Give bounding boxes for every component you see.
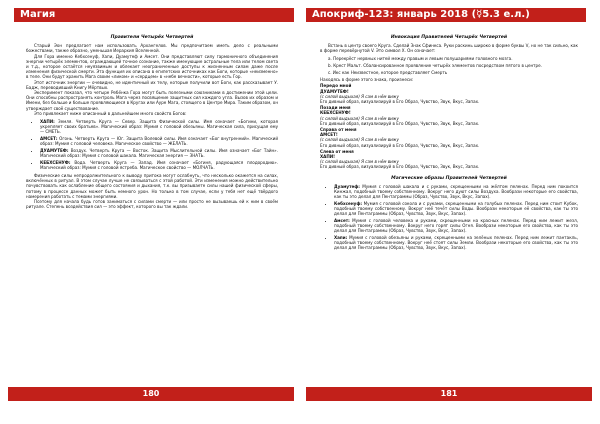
god-name: Хапи: [334,234,348,240]
god-description: Земля. Четверть Круга — Север. Защита Физической силы. Имя означает «Богини, которая укрепляет своих братьев». Магический образ: Мумия с головой обезьяны. Магическая сила, присущая ему — СМЕТЬ. [40,119,278,135]
section-title-rulers: Правители Четырёх Четвертей [110,35,194,40]
god-name: КЕБХСЕНУФ! [320,110,351,116]
paragraph: Поэтому для начала будь готов заниматься с силами смерти — или просто не вызываешь ей к ним в своём ритуале. Степень воздействия сил — это эффект, которого вы так ждали. [26,199,278,210]
image-description: Мумия с головой сокола и с руками, скрещенными на голубых пеленах. Перед ним стоит Кубок, подобный твоему собственному. Вокруг неё течёт силы Воды. Вообрази некоторые её свойства, как ты это делал для Пентаграммы (Образ, Чувство, Звук, Вкус, Запах). [334,200,578,217]
god-description: Огонь. Четверть Круга — Юг. Защита Волевой силы. Имя означает «Бог внутренний». Магический образ: Мумия с головой человека. Магическое свойство — ЖЕЛАТЬ. [40,136,278,147]
left-page-number: 180 [8,387,294,401]
god-name: ХАПИ! [320,154,336,160]
list-item [40,119,278,135]
direction-label: Позади меня [320,105,351,111]
right-page-body [320,33,578,253]
paragraph: Встань в центр своего Круга. Сделай Знак Сфинкса. Руки раскинь широко в форме буквы V, но не так сильно, как в форме перевёрнутой V. Это символ X. Он означает: [320,43,578,54]
god-name: ХАПИ: [40,119,55,125]
instruction-note: (с силой выдыхая) Я сам в нём вижу [320,115,399,121]
right-page-number: 181 [306,387,592,401]
god-name: КЕБХСЕНУФ: [40,159,71,165]
paragraph: Физические силы непродолжительного к выводу притока могут ослабнуть, что несколько окажется на силах, включённых в ритуал. В этом случае лучше не связываться с этой работой. Эти изменения можно действительно почувствовать как ослабление общего состояния и дыхания, т.к. вы призываете силы нашей физической сферы, потому в процессе данных может быть немного урон. Но только в том случае, если у тебя нет ещё твёрдого намерения работать с темами энергиями. [26,173,278,199]
section-title-invocation: Инвокация Правителей Четырёх Четвертей [390,35,508,40]
god-name: ДУАМУТЕФ: [40,147,69,153]
visualization-text: Его дивный образ, визуализируй в Его Образ, Чувство, Звук, Вкус, Запах. [320,142,480,148]
instruction-note: (с силой выдыхая) Я сам в нём вижу [320,137,399,143]
instruction-note: (с силой выдыхая) Я сам в нём вижу [320,159,399,165]
right-page-header: Апокриф-123: январь 2018 (☿5.3 е.л.) [306,8,586,22]
left-page-body [26,33,278,209]
list-item [40,160,278,170]
gods-list [26,119,278,170]
visualization-text: Его дивный образ, визуализируй в Его Образ, Чувство, Звук, Вкус, Запах. [320,164,480,170]
section-title-images: Магические образы Правителей Четвертей [391,175,507,181]
god-name: Дуамутеф: [334,183,360,189]
list-item: c. Икс как Неизвестное, которое представляет Смерть [328,70,448,76]
direction-label: Справа от меня [320,127,357,133]
visualization-text: Его дивный образ, визуализируй в Его Образ, Чувство, Звук, Вкус, Запах. [320,120,480,126]
god-name: ДУАМУТЕФ! [320,88,349,94]
right-page [300,0,600,424]
paragraph: Старый Эон предлагает нам использовать Архангелов. Мы предпочитаем иметь дело с реальными божествами, также образно, уменьшая Иерархия Вселенной. [26,43,278,54]
god-name: Кебхсенуф: [334,200,363,206]
direction-label: Передо мной [320,83,352,89]
direction-label: Слева от меня [320,148,354,154]
paragraph: Для Гора именно Кебхсенуф, Хапи, Дуамутеф и Амсет. Они представляют силу гармоничного объединения энергии четырёх элементов, ограждающей точное сознание, также именующие астральные тела или телом света и т.д., которое остаётся неуязвимым и облекает неограниченные доступы к жизненным силам даже после изменения физической смерти. Эта функция их описана в египетских источниках как Боги, которые «неизменно» в теле. Они будут хранить Мага своим «ликом» и «сердцем» в «небе вечности», которые есть Гор. [26,53,278,80]
paragraph: Это привлекает ниже описанный в дальнейшем много свойств Богов: [34,110,187,116]
left-page-header: Магия [14,8,294,22]
list-item [334,201,578,217]
visualization-text: Его дивный образ, визуализируй в Его Образ, Чувство, Звук, Вкус, Запах. [320,99,480,105]
paragraph: Эксперимент показал, что четыре Ребёнка Гора могут быть полезными союзниками в достижении этой цели. Они способны распространять контроль Мага через посвящение защитных сил каждого угла. Вызов их образом и Имени, без больше и больше проявляющиеся в Кругах или Ауре Мага, стоящего в Центре Мира. Таким образом, он утверждает своё существование. [26,90,278,111]
god-name: Амсет: [334,217,350,223]
list-item [334,235,578,251]
image-description: Мумия с головой человека и руками, скрещенными на красных пеленах. Перед ним лежит жезл, подобный твоему собственному. Вокруг него горят силы Огня. Вообрази некоторые его свойства, как ты это делал для Пентаграммы (Образ, Чувство, Звук, Вкус, Запах). [334,217,578,234]
list-item [40,148,278,158]
list-item: a. Перекрёст нервных нитей между правым и левым полушариями головного мозга. [328,55,513,61]
sequence-intro: Находясь в форме этого знака, произнеси: [320,77,414,83]
list-item: b. Крест Мальт. Сбалансированное проявление четырёх элементов посредством пятого в центре. [328,62,542,68]
paragraph: Этот источник энергии — очевидно, не идентичный их телу, которые получили вот Боги, как рассказывает У. Бадж, переводивший Книгу Мёртвых. [26,79,278,90]
god-name: АМСЕТ: [40,136,58,142]
spacer [320,170,578,174]
image-description: Мумия с головой обезьяны и руками, скрещенными на зелёных пеленах. Перед ним лежит пантакль, подобный твоему собственному. Вокруг неё стоят силы Земли. Вообрази некоторые его свойства, как ты это делал для Пентаграммы (Образ, Чувство, Звук, Вкус, Запах). [334,234,578,251]
list-item [334,184,578,200]
images-list [320,184,578,251]
list-item [334,218,578,234]
image-description: Мумия с головой шакала и с руками, скрещенными на жёлтом пеленах. Перед ним покоится Кинжал, подобный твоему собственному. Вокруг него дуют силы Воздуха. Вообрази некоторые его свойства, как ты это делал для Пентаграммы (Образ, Чувство, Звук, Вкус, Запах). [334,183,578,200]
instruction-note: (с силой выдыхая) Я сам в нём вижу [320,93,399,99]
god-description: Вода. Четверть Круга — Запад. Имя означает «Богиня, радующаяся плодородию». Магический образ: Мумия с головой ястреба. Магическое свойство — МОЛЧАТЬ. [40,159,278,170]
list-item [40,136,278,146]
god-description: Воздух. Четверть Круга — Восток. Защита Мыслительной силы. Имя означает «Бог Тайн». Магический образ: Мумия с головой шакала. Магическая энергия — ЗНАТЬ. [40,147,278,159]
god-name: АМСЕТ! [320,132,338,138]
